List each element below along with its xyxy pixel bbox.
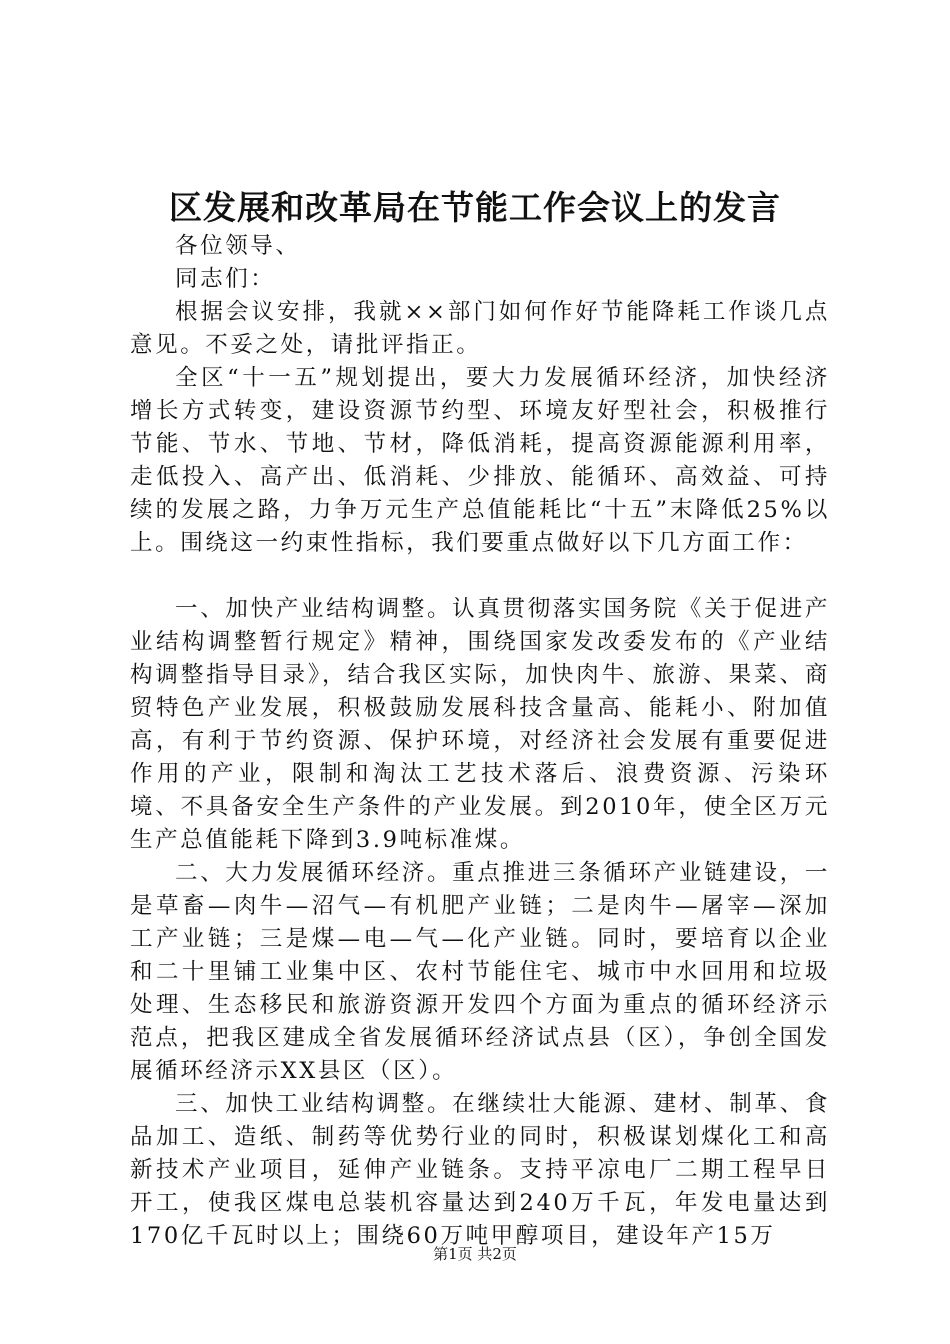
document-title: 区发展和改革局在节能工作会议上的发言: [169, 188, 781, 227]
body-paragraph: 三、加快工业结构调整。在继续壮大能源、建材、制革、食品加工、造纸、制药等优势行业的同时，积极谋划煤化工和高新技术产业项目，延伸产业链条。支持平凉电厂二期工程早日开工，使我区煤电总装机容量达到240万千瓦，年发电量达到170亿千瓦时以上；围绕60万吨甲醇项目，建设年产15万: [130, 1091, 830, 1249]
body-paragraph: 根据会议安排，我就××部门如何作好节能降耗工作谈几点意见。不妥之处，请批评指正。: [130, 299, 830, 358]
document-body: [130, 230, 830, 1253]
body-paragraph: 全区“十一五”规划提出，要大力发展循环经济，加快经济增长方式转变，建设资源节约型、环境友好型社会，积极推行节能、节水、节地、节材，降低消耗，提高资源能源利用率，走低投入、高产出、低消耗、少排放、能循环、高效益、可持续的发展之路，力争万元生产总值能耗比“十五”末降低25%以上。围绕这一约束性指标，我们要重点做好以下几方面工作：: [130, 365, 830, 556]
body-paragraph: 二、大力发展循环经济。重点推进三条循环产业链建设，一是草畜—肉牛—沼气—有机肥产业链；二是肉牛—屠宰—深加工产业链；三是煤—电—气—化产业链。同时，要培育以企业和二十里铺工业集中区、农村节能住宅、城市中水回用和垃圾处理、生态移民和旅游资源开发四个方面为重点的循环经济示范点，把我区建成全省发展循环经济试点县（区），争创全国发展循环经济示XX县区（区）。: [130, 860, 830, 1084]
salutation-line: 各位领导、: [175, 233, 301, 259]
body-paragraph: 一、加快产业结构调整。认真贯彻落实国务院《关于促进产业结构调整暂行规定》精神，围绕国家发改委发布的《产业结构调整指导目录》，结合我区实际，加快肉牛、旅游、果菜、商贸特色产业发展，积极鼓励发展科技含量高、能耗小、附加值高，有利于节约资源、保护环境，对经济社会发展有重要促进作用的产业，限制和淘汰工艺技术落后、浪费资源、污染环境、不具备安全生产条件的产业发展。到2010年，使全区万元生产总值能耗下降到3.9吨标准煤。: [130, 596, 830, 853]
page-footer: 第1页 共2页: [433, 1245, 517, 1263]
salutation-line: 同志们：: [175, 266, 276, 292]
